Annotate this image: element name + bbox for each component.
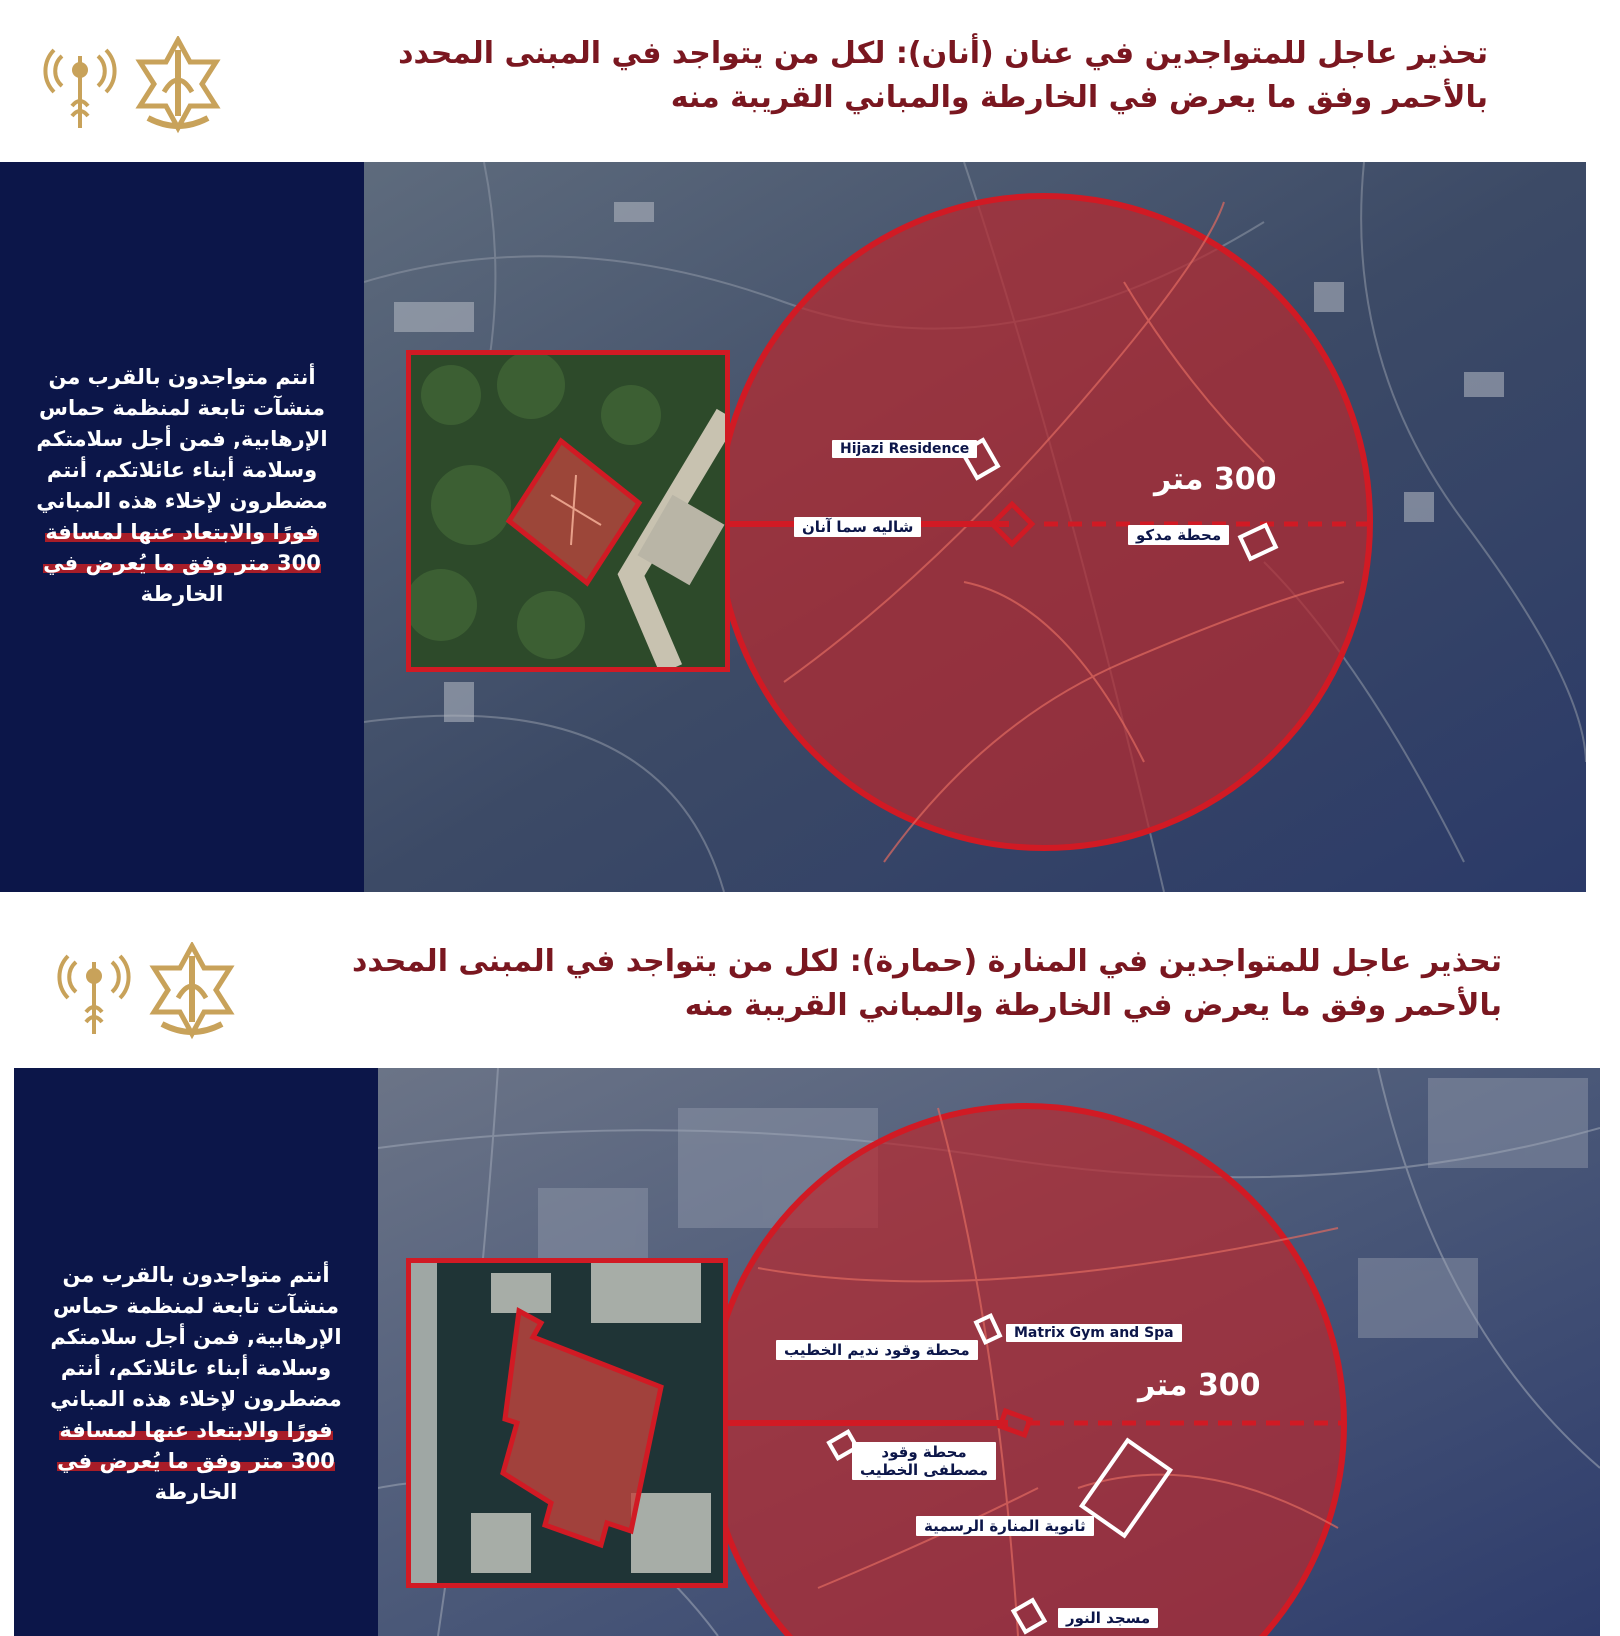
warning-sidebar	[14, 1068, 378, 1636]
sidebar-line-highlight: فورًا والابتعاد عنها لمسافة	[59, 1418, 333, 1442]
panel-header	[0, 900, 1620, 1070]
sidebar-line: وسلامة أبناء عائلاتكم، أنتم	[46, 458, 318, 482]
satellite-map	[378, 1068, 1600, 1636]
warning-panel-manara	[0, 900, 1620, 1636]
sidebar-line: الإرهابية, فمن أجل سلامتكم	[36, 427, 328, 451]
headline-line-1: تحذير عاجل للمتواجدين في عنان (أنان): لكل من يتواجد في المبنى المحدد	[398, 36, 1488, 71]
sidebar-message	[20, 362, 344, 610]
distance-label: 300 متر	[1138, 1368, 1261, 1403]
label-station: محطة مدكو	[1128, 525, 1229, 545]
headline-line-2: بالأحمر وفق ما يعرض في الخارطة والمباني القريبة منه	[684, 988, 1502, 1023]
sidebar-line: أنتم متواجدون بالقرب من	[62, 1263, 330, 1287]
label-manara-school: ثانوية المنارة الرسمية	[916, 1516, 1094, 1536]
idf-emblem-icon	[142, 942, 242, 1046]
sidebar-line: مضطرون لإخلاء هذه المباني	[50, 1387, 342, 1411]
target-zoom-inset	[406, 1258, 728, 1588]
sidebar-line-highlight: 300 متر وفق ما يُعرض في	[57, 1449, 335, 1473]
satellite-map	[364, 162, 1586, 892]
sidebar-line: وسلامة أبناء عائلاتكم، أنتم	[60, 1356, 332, 1380]
label-line: محطة وقود	[881, 1443, 967, 1461]
panel-header	[0, 0, 1620, 160]
target-zoom-inset	[406, 350, 730, 672]
sidebar-line: مضطرون لإخلاء هذه المباني	[36, 489, 328, 513]
label-chalet: شاليه سما آنان	[794, 517, 921, 537]
distance-label: 300 متر	[1154, 462, 1277, 497]
label-line: مصطفى الخطيب	[860, 1461, 989, 1479]
sidebar-line-highlight: 300 متر وفق ما يُعرض في	[43, 551, 321, 575]
label-al-nour-mosque: مسجد النور	[1058, 1608, 1158, 1628]
label-fuel-station-mustafa	[852, 1442, 996, 1480]
sidebar-message	[34, 1260, 358, 1508]
intelligence-emblem-icon	[56, 942, 136, 1046]
sidebar-line: أنتم متواجدون بالقرب من	[48, 365, 316, 389]
label-hijazi-residence: Hijazi Residence	[832, 440, 977, 458]
sidebar-line-highlight: فورًا والابتعاد عنها لمسافة	[45, 520, 319, 544]
sidebar-line: الإرهابية, فمن أجل سلامتكم	[50, 1325, 342, 1349]
sidebar-line: منشآت تابعة لمنظمة حماس	[53, 1294, 339, 1318]
sidebar-line: الخارطة	[154, 1480, 238, 1504]
sidebar-line: منشآت تابعة لمنظمة حماس	[39, 396, 325, 420]
idf-emblem-icon	[128, 36, 228, 140]
label-fuel-station-nadim: محطة وقود نديم الخطيب	[776, 1340, 978, 1360]
headline-line-2: بالأحمر وفق ما يعرض في الخارطة والمباني القريبة منه	[670, 80, 1488, 115]
label-matrix-gym: Matrix Gym and Spa	[1006, 1324, 1182, 1342]
warning-sidebar	[0, 162, 364, 892]
sidebar-line: الخارطة	[140, 582, 224, 606]
headline-line-1: تحذير عاجل للمتواجدين في المنارة (حمارة): لكل من يتواجد في المبنى المحدد	[351, 944, 1502, 979]
